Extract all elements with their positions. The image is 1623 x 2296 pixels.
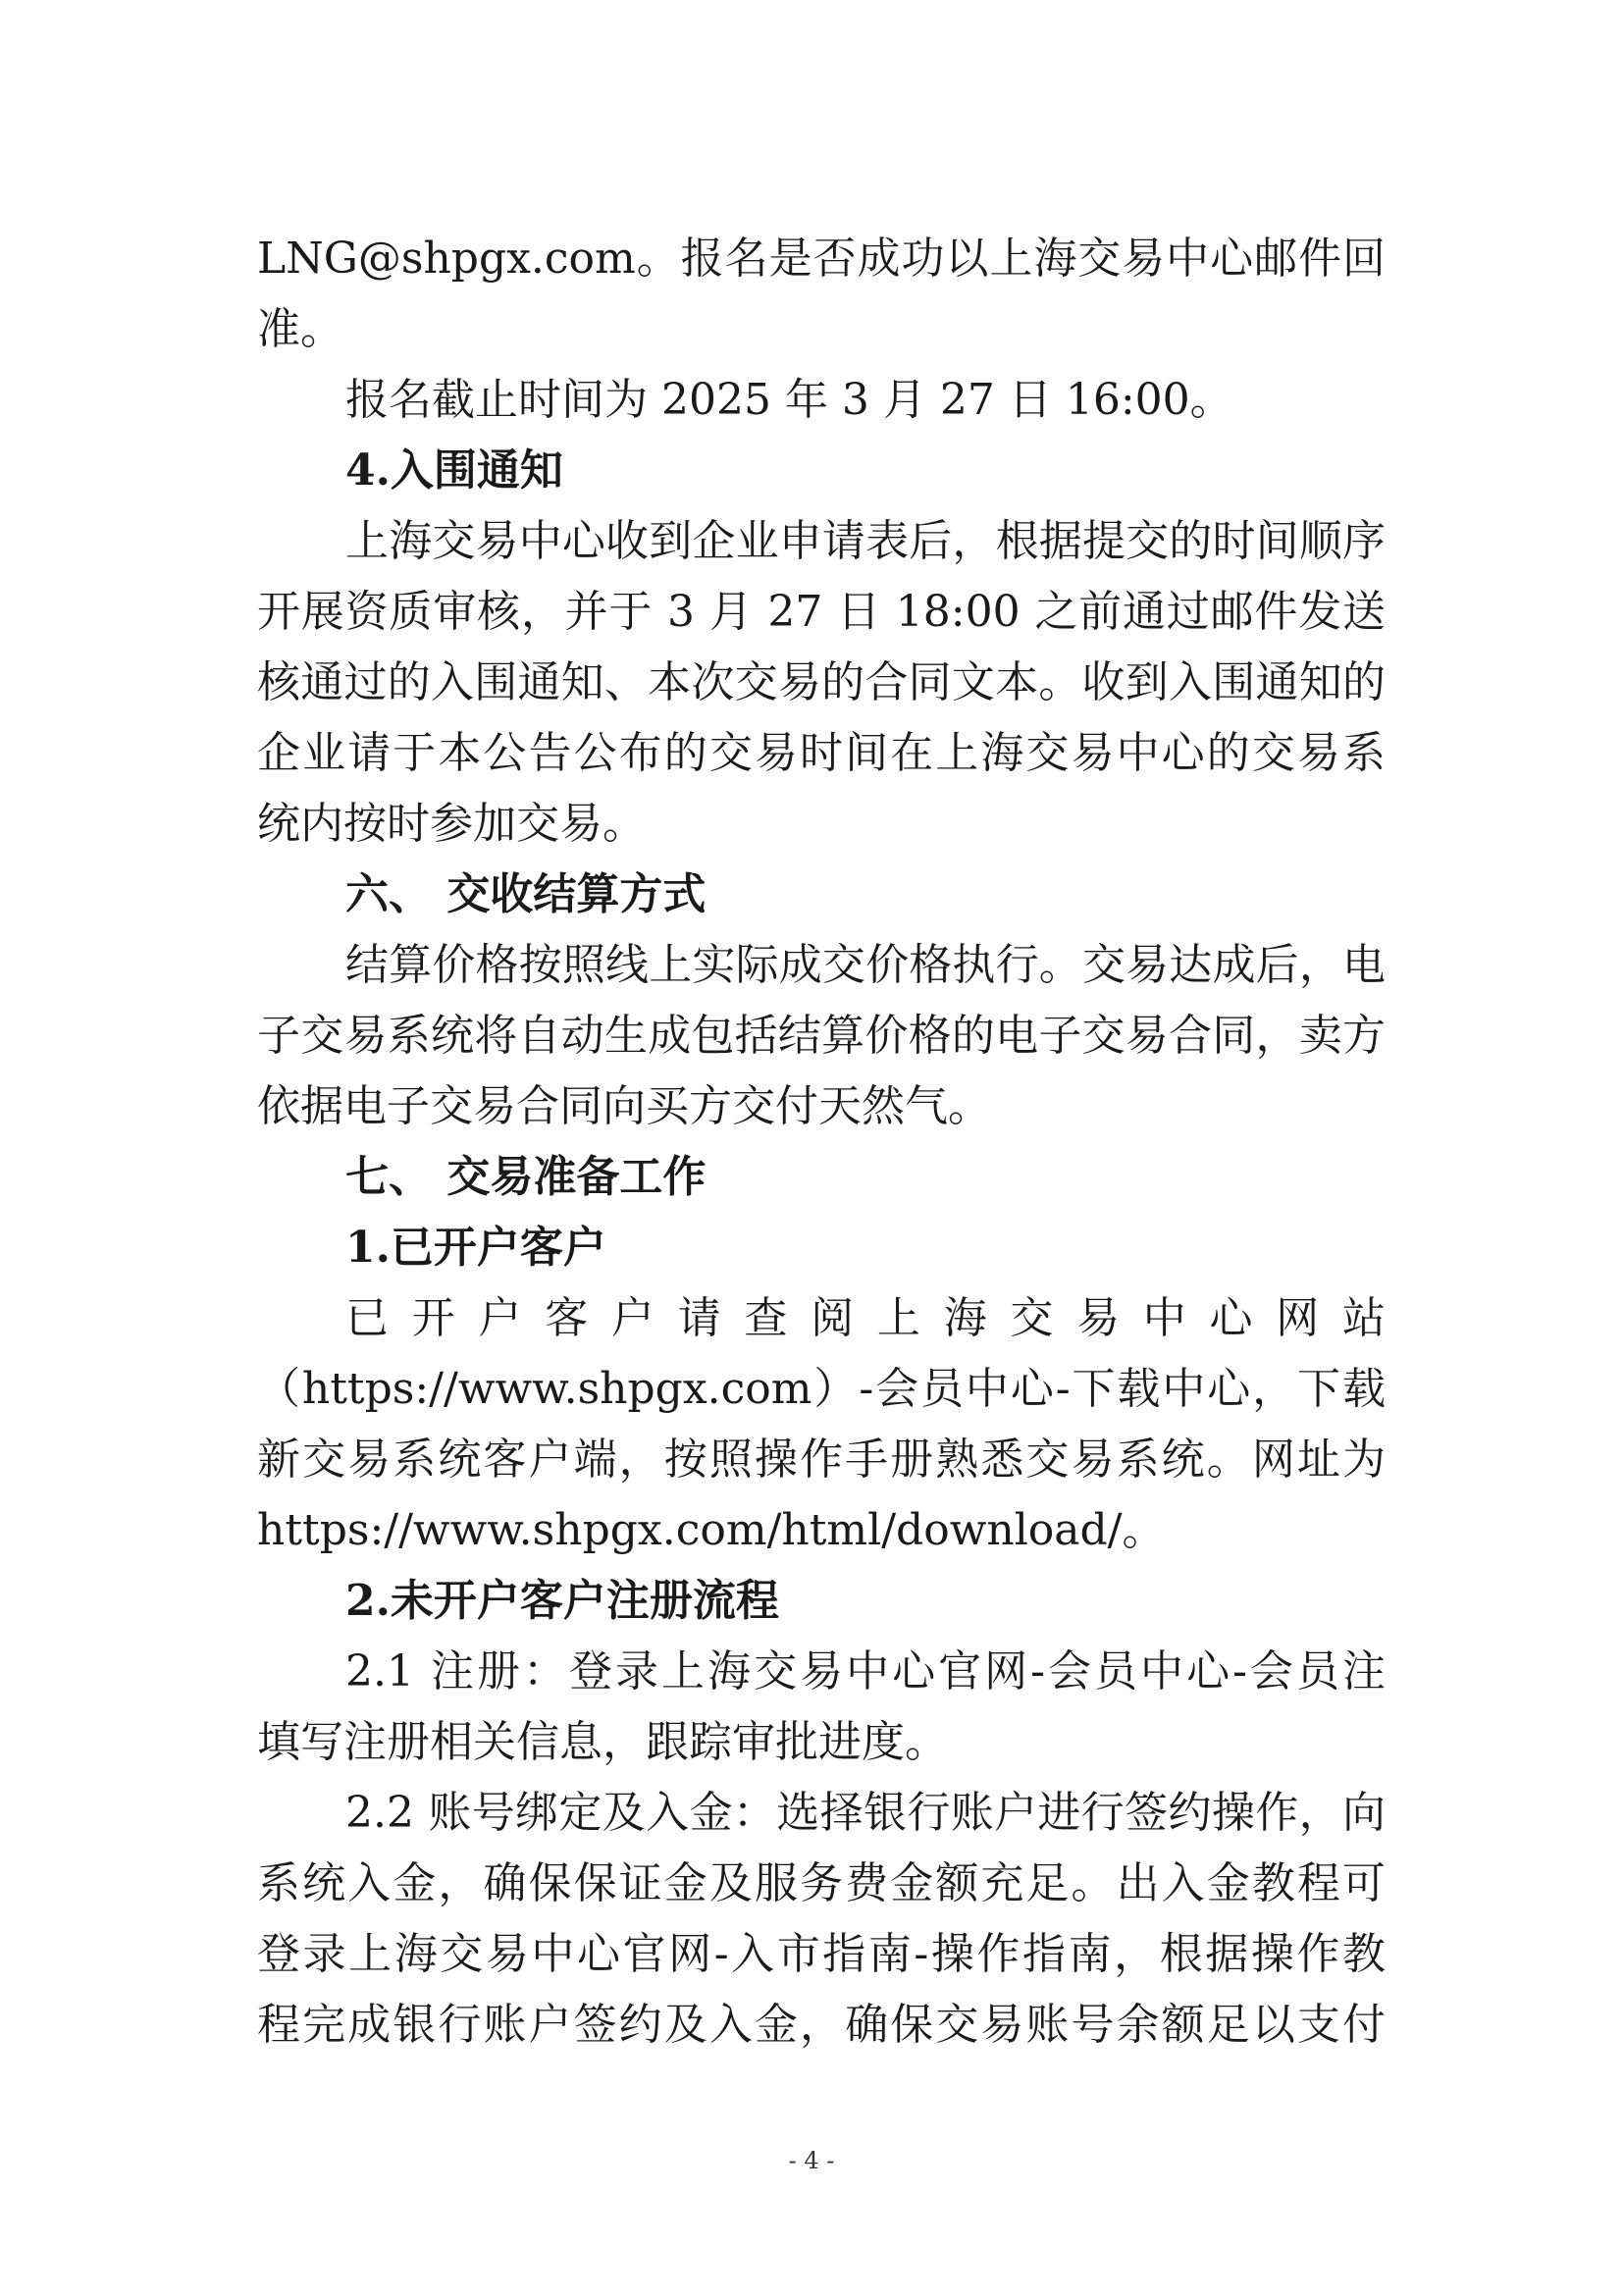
body-line: 程完成银行账户签约及入金，确保交易账号余额足以支付 xyxy=(257,2000,1386,2050)
body-line: 统内按时参加交易。 xyxy=(257,799,646,849)
body-line: 系统入金，确保保证金及服务费金额充足。出入金教程可 xyxy=(257,1858,1386,1908)
body-line: 开展资质审核，并于 3 月 27 日 18:00 之前通过邮件发送 xyxy=(257,587,1386,637)
body-line: 准。 xyxy=(257,304,343,354)
deadline-line: 报名截止时间为 2025 年 3 月 27 日 16:00。 xyxy=(345,375,1233,425)
body-line: 企业请于本公告公布的交易时间在上海交易中心的交易系 xyxy=(257,728,1386,778)
body-line: 已 开 户 客 户 请 查 阅 上 海 交 易 中 心 网 站 xyxy=(345,1293,1386,1343)
section-heading-settlement: 六、 交收结算方式 xyxy=(345,869,707,919)
subheading-new-clients: 2.未开户客户注册流程 xyxy=(345,1576,779,1626)
body-line: 核通过的入围通知、本次交易的合同文本。收到入围通知的 xyxy=(257,657,1386,707)
download-url-line: https://www.shpgx.com/html/download/。 xyxy=(257,1505,1166,1555)
section-heading-preparation: 七、 交易准备工作 xyxy=(345,1152,707,1202)
body-line: 上海交易中心收到企业申请表后，根据提交的时间顺序 xyxy=(345,516,1386,566)
body-line-url: （https://www.shpgx.com）-会员中心-下载中心，下载 xyxy=(257,1364,1386,1414)
body-line: 子交易系统将自动生成包括结算价格的电子交易合同，卖方 xyxy=(257,1011,1386,1061)
body-line: 填写注册相关信息，跟踪审批进度。 xyxy=(257,1717,948,1767)
subheading-existing-clients: 1.已开户客户 xyxy=(345,1223,606,1273)
body-line: 结算价格按照线上实际成交价格执行。交易达成后，电 xyxy=(345,940,1386,990)
body-line-email: LNG@shpgx.com。报名是否成功以上海交易中心邮件回 xyxy=(257,234,1386,284)
body-line: 2.2 账号绑定及入金：选择银行账户进行签约操作，向 xyxy=(345,1788,1386,1838)
subheading-shortlist-notice: 4.入围通知 xyxy=(345,445,563,496)
body-line: 依据电子交易合同向买方交付天然气。 xyxy=(257,1081,991,1131)
body-line: 新交易系统客户端，按照操作手册熟悉交易系统。网址为 xyxy=(257,1435,1386,1485)
body-line: 登录上海交易中心官网-入市指南-操作指南，根据操作教 xyxy=(257,1929,1386,1979)
page-number: - 4 - xyxy=(788,2147,835,2174)
body-line: 2.1 注册：登录上海交易中心官网-会员中心-会员注 xyxy=(345,1646,1386,1696)
